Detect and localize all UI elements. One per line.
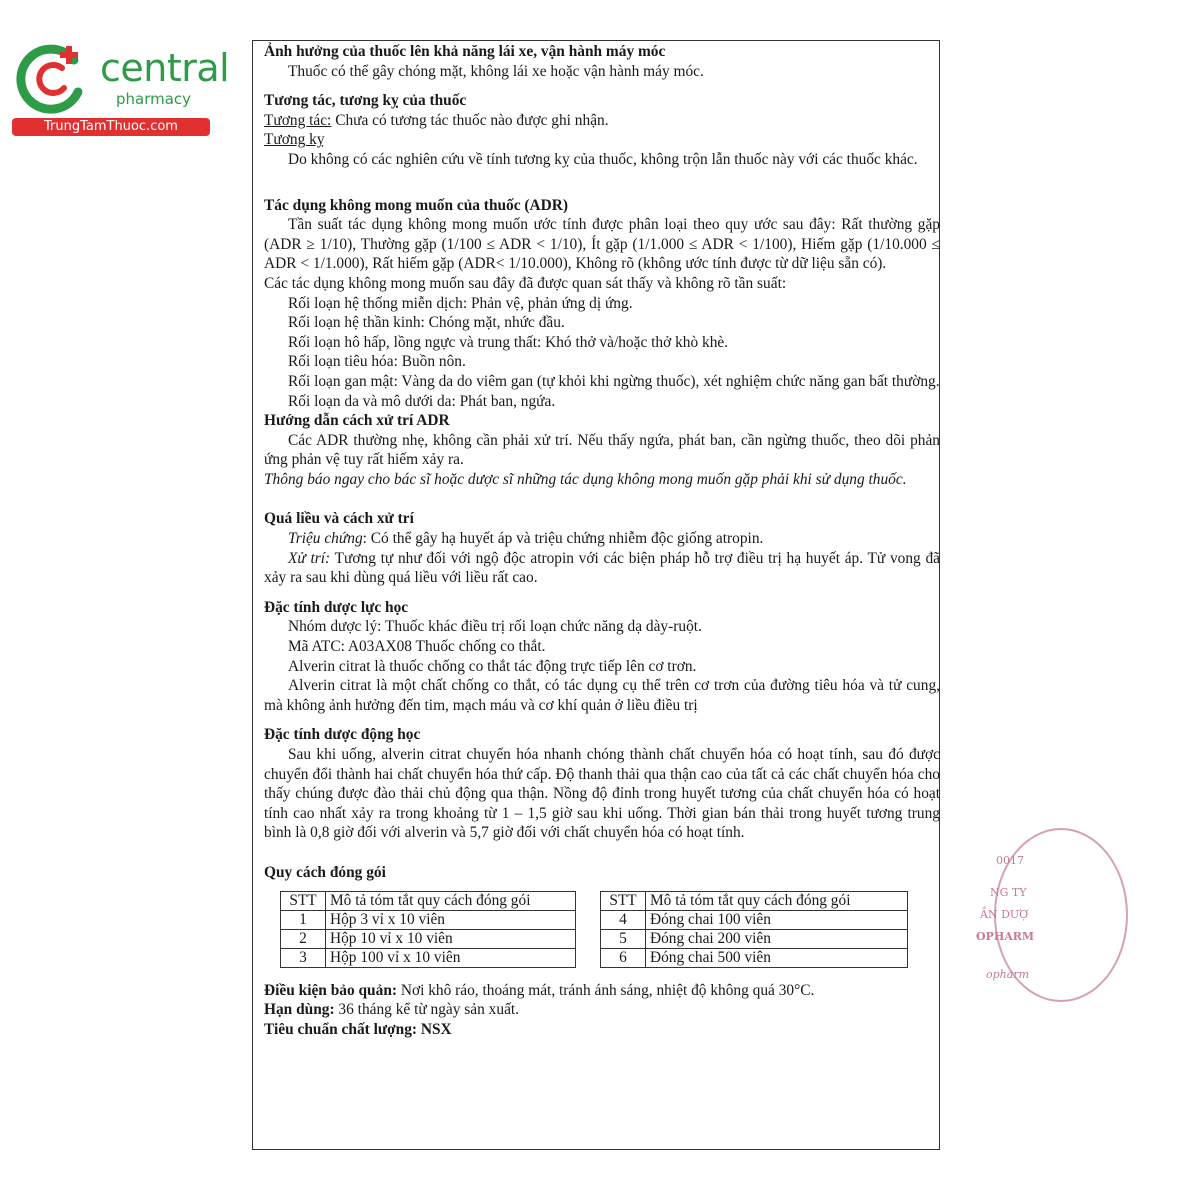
adr-notice: Thông báo ngay cho bác sĩ hoặc dược sĩ những tác dụng không mong muốn gặp phải khi sử dụng thuốc. [264,470,907,488]
stamp-text: OPHARM [976,930,1035,943]
stamp-text: ẦN DƯỢ [980,908,1029,921]
table-row [601,929,908,948]
storage-text: Nơi khô ráo, thoáng mát, tránh ánh sáng, nhiệt độ không quá 30°C. [397,981,815,999]
storage-label: Điều kiện bảo quản: [264,981,397,999]
stamp-text: NG TY [990,886,1027,899]
header-desc: Mô tả tóm tắt quy cách đóng gói [326,891,576,910]
table-row [281,929,576,948]
overdose-treatment [264,549,940,588]
stamp-text: 0017 [996,854,1024,867]
adr-item: Rối loạn hệ thần kinh: Chóng mặt, nhức đầu. [288,314,565,332]
header-desc: Mô tả tóm tắt quy cách đóng gói [646,891,908,910]
pd-line: Alverin citrat là một chất chống co thắt, có tác dụng cụ thể trên cơ trơn của đường tiêu hóa và tử cung, mà không ảnh hưởng đến tim, mạch máu và cơ khí quản ở liều điều trị [264,677,940,714]
adr-item: Rối loạn da và mô dưới da: Phát ban, ngứa. [288,392,556,410]
incompat-label: Tương kỵ [264,131,325,149]
header-stt: STT [281,891,326,910]
packaging-tables [264,891,940,981]
cell-desc: Đóng chai 500 viên [646,948,908,967]
quality-standard: Tiêu chuẩn chất lượng: NSX [264,1020,452,1038]
table-row [281,948,576,967]
expiry-text: 36 tháng kể từ ngày sản xuất. [334,1001,520,1019]
pd-line: Mã ATC: A03AX08 Thuốc chống co thắt. [288,638,546,656]
table-header-row [281,891,576,910]
cell-desc: Đóng chai 100 viên [646,910,908,929]
cell-stt: 2 [281,929,326,948]
interaction-text: Chưa có tương tác thuốc nào được ghi nhận. [331,111,609,129]
adr-handling-title: Hướng dẫn cách xử trí ADR [264,412,450,430]
treat-label: Xử trí: [288,549,331,567]
packaging-table-1 [280,891,576,968]
cell-stt: 5 [601,929,646,948]
driving-title: Ảnh hưởng của thuốc lên khả năng lái xe, vận hành máy móc [264,43,666,60]
table-header-row [601,891,908,910]
stamp-text: opharm [986,968,1029,981]
expiry-label: Hạn dùng: [264,1001,335,1019]
central-pharmacy-logo-icon [12,38,92,118]
treat-text: Tương tự như đối với ngộ độc atropin với các biện pháp hỗ trợ điều trị hạ huyết áp. Tử vong đã xảy ra sau khi dùng quá liều với liều rất cao. [264,549,940,587]
document-body [264,42,940,1039]
adr-frequency: Tần suất tác dụng không mong muốn ước tính được phân loại theo quy ước sau đây: Rất thường gặp (ADR ≥ 1/10), Thường gặp (1/100 ≤ ADR < 1/10), Ít gặp (1/1.000 ≤ ADR < 1/100), Hiếm gặp (1/10.000 ≤ ADR < 1/1.000), Rất hiếm gặp (ADR< 1/10.000), Không rõ (không ước tính được từ dữ liệu sẵn có). [264,216,940,273]
logo-name: central [100,46,230,90]
expiry-line [264,1000,940,1020]
pd-line: Nhóm dược lý: Thuốc khác điều trị rối loạn chức năng dạ dày-ruột. [288,618,702,636]
logo-url-badge: TrungTamThuoc.com [12,118,210,136]
table-row [601,948,908,967]
cell-stt: 1 [281,910,326,929]
table-row [281,910,576,929]
pharmacodynamics-title: Đặc tính dược lực học [264,598,409,616]
adr-item: Rối loạn gan mật: Vàng da do viêm gan (tự khỏi khi ngừng thuốc), xét nghiệm chức năng gan bất thường. [288,372,940,390]
company-stamp [976,828,1046,998]
header-stt: STT [601,891,646,910]
logo-sub: pharmacy [116,90,192,108]
driving-text: Thuốc có thể gây chóng mặt, không lái xe hoặc vận hành máy móc. [288,62,704,80]
cell-stt: 3 [281,948,326,967]
cell-stt: 6 [601,948,646,967]
storage-line [264,981,940,1001]
pharmacokinetics-title: Đặc tính dược động học [264,726,421,744]
symptom-text: : Có thể gây hạ huyết áp và triệu chứng nhiễm độc giống atropin. [362,530,764,548]
adr-observed: Các tác dụng không mong muốn sau đây đã được quan sát thấy và không rõ tần suất: [264,274,787,292]
cell-desc: Đóng chai 200 viên [646,929,908,948]
cell-stt: 4 [601,910,646,929]
interactions-title: Tương tác, tương kỵ của thuốc [264,92,467,110]
adr-title: Tác dụng không mong muốn của thuốc (ADR) [264,196,569,214]
adr-item: Rối loạn hô hấp, lồng ngực và trung thất: Khó thở và/hoặc thở khò khè. [288,333,729,351]
brand-logo [12,38,230,138]
adr-handling-text: Các ADR thường nhẹ, không cần phải xử trí. Nếu thấy ngứa, phát ban, cần ngừng thuốc, theo dõi phản ứng phản vệ tuy rất hiếm xảy ra. [264,431,940,469]
interaction-label: Tương tác: [264,111,332,129]
adr-item: Rối loạn tiêu hóa: Buồn nôn. [288,353,466,371]
overdose-title: Quá liều và cách xử trí [264,510,414,528]
packaging-table-2 [600,891,908,968]
cell-desc: Hộp 10 vỉ x 10 viên [326,929,576,948]
symptom-label: Triệu chứng [288,530,363,548]
adr-item: Rối loạn hệ thống miễn dịch: Phản vệ, phản ứng dị ứng. [288,294,633,312]
table-row [601,910,908,929]
cell-desc: Hộp 3 vỉ x 10 viên [326,910,576,929]
cell-desc: Hộp 100 vỉ x 10 viên [326,948,576,967]
packaging-title: Quy cách đóng gói [264,863,386,881]
pd-line: Alverin citrat là thuốc chống co thắt tác động trực tiếp lên cơ trơn. [288,657,697,675]
overdose-symptom [264,529,940,549]
interaction-line [264,111,940,131]
pk-text: Sau khi uống, alverin citrat chuyển hóa nhanh chóng thành chất chuyển hóa có hoạt tính, sau đó được chuyển đổi thành hai chất chuyển hóa thứ cấp. Độ thanh thải qua thận cao của tất cả các chất chuyển hóa cho thấy chúng được đào thải chủ động qua thận. Nồng độ đỉnh trong huyết tương của chất chuyển hóa có hoạt tính cao nhất xảy ra trong khoảng từ 1 – 1,5 giờ sau khi uống. Thời gian bán thải trong huyết tương trung bình là 0,8 giờ đối với alverin và 5,7 giờ đối với chất chuyển hóa có hoạt tính. [264,746,940,842]
incompat-text: Do không có các nghiên cứu về tính tương kỵ của thuốc, không trộn lẫn thuốc này với các thuốc khác. [288,150,918,168]
